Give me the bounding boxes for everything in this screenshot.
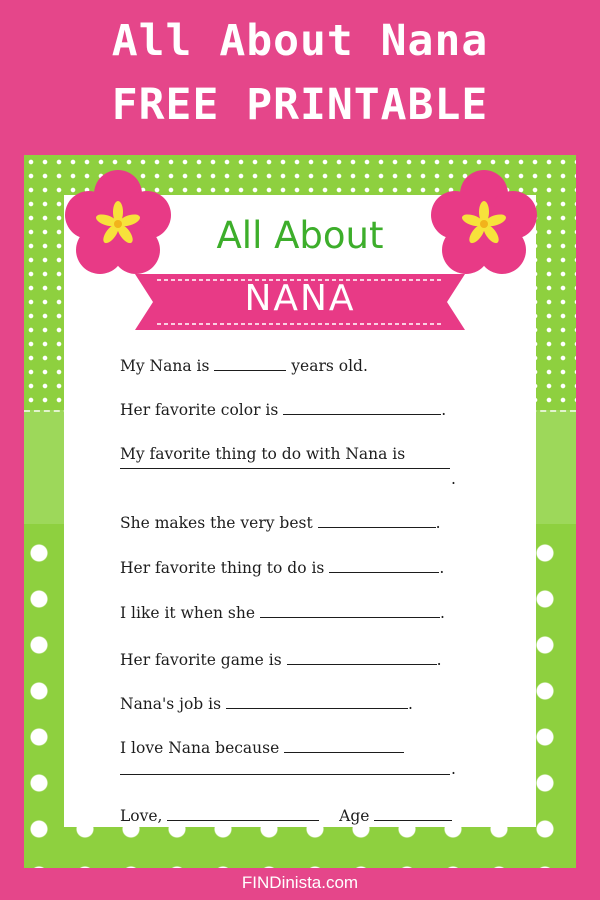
prompt-text: . bbox=[436, 651, 442, 669]
prompt-nana-job bbox=[120, 694, 413, 713]
prompt-text: Her favorite game is bbox=[120, 651, 282, 669]
fill-in-blank[interactable] bbox=[214, 356, 286, 371]
fill-in-blank[interactable] bbox=[318, 513, 436, 528]
prompt-text: . bbox=[441, 401, 447, 419]
prompt-text: Her favorite color is bbox=[120, 401, 279, 419]
prompt-text: My Nana is bbox=[120, 357, 210, 375]
prompt-like-when-she bbox=[120, 603, 445, 622]
fill-in-blank[interactable] bbox=[120, 774, 450, 775]
signoff-love-label: Love, bbox=[120, 807, 163, 825]
prompt-her-favorite-thing bbox=[120, 558, 444, 577]
fill-in-blank[interactable] bbox=[226, 694, 408, 709]
prompt-text: Nana's job is bbox=[120, 695, 222, 713]
prompt-love-nana-because bbox=[120, 738, 404, 757]
prompt-text: I like it when she bbox=[120, 604, 256, 622]
fill-in-blank[interactable] bbox=[287, 650, 437, 665]
fill-in-blank[interactable] bbox=[284, 738, 404, 753]
prompt-text: . bbox=[439, 559, 445, 577]
name-blank[interactable] bbox=[167, 806, 319, 821]
prompt-text: I love Nana because bbox=[120, 739, 280, 757]
period-mark: . bbox=[451, 760, 456, 778]
prompt-favorite-color bbox=[120, 400, 446, 419]
prompt-text: . bbox=[408, 695, 413, 713]
prompt-text: . bbox=[439, 604, 445, 622]
fill-in-blank[interactable] bbox=[329, 558, 439, 573]
page-title-line-1: All About Nana bbox=[111, 16, 489, 66]
banner-title: NANA bbox=[244, 278, 356, 319]
prompt-makes-best bbox=[120, 513, 441, 532]
prompt-favorite-game bbox=[120, 650, 442, 669]
prompt-age bbox=[120, 356, 368, 375]
prompt-text: Her favorite thing to do is bbox=[120, 559, 325, 577]
prompt-text: years old. bbox=[291, 357, 368, 375]
page-title-line-2: FREE PRINTABLE bbox=[111, 80, 489, 130]
fill-in-blank[interactable] bbox=[260, 603, 440, 618]
fill-in-blank[interactable] bbox=[283, 400, 441, 415]
prompt-text: My favorite thing to do with Nana is bbox=[120, 445, 406, 463]
fill-in-blank[interactable] bbox=[120, 468, 450, 469]
age-blank[interactable] bbox=[374, 806, 452, 821]
site-credit: FINDinista.com bbox=[241, 873, 359, 892]
signoff-line bbox=[120, 806, 452, 825]
prompt-favorite-thing-with-nana bbox=[120, 445, 405, 463]
signoff-age-label: Age bbox=[339, 807, 370, 825]
prompt-text: . bbox=[435, 514, 441, 532]
worksheet-heading: All About bbox=[216, 214, 384, 257]
period-mark: . bbox=[451, 470, 456, 488]
prompt-text: She makes the very best bbox=[120, 514, 313, 532]
